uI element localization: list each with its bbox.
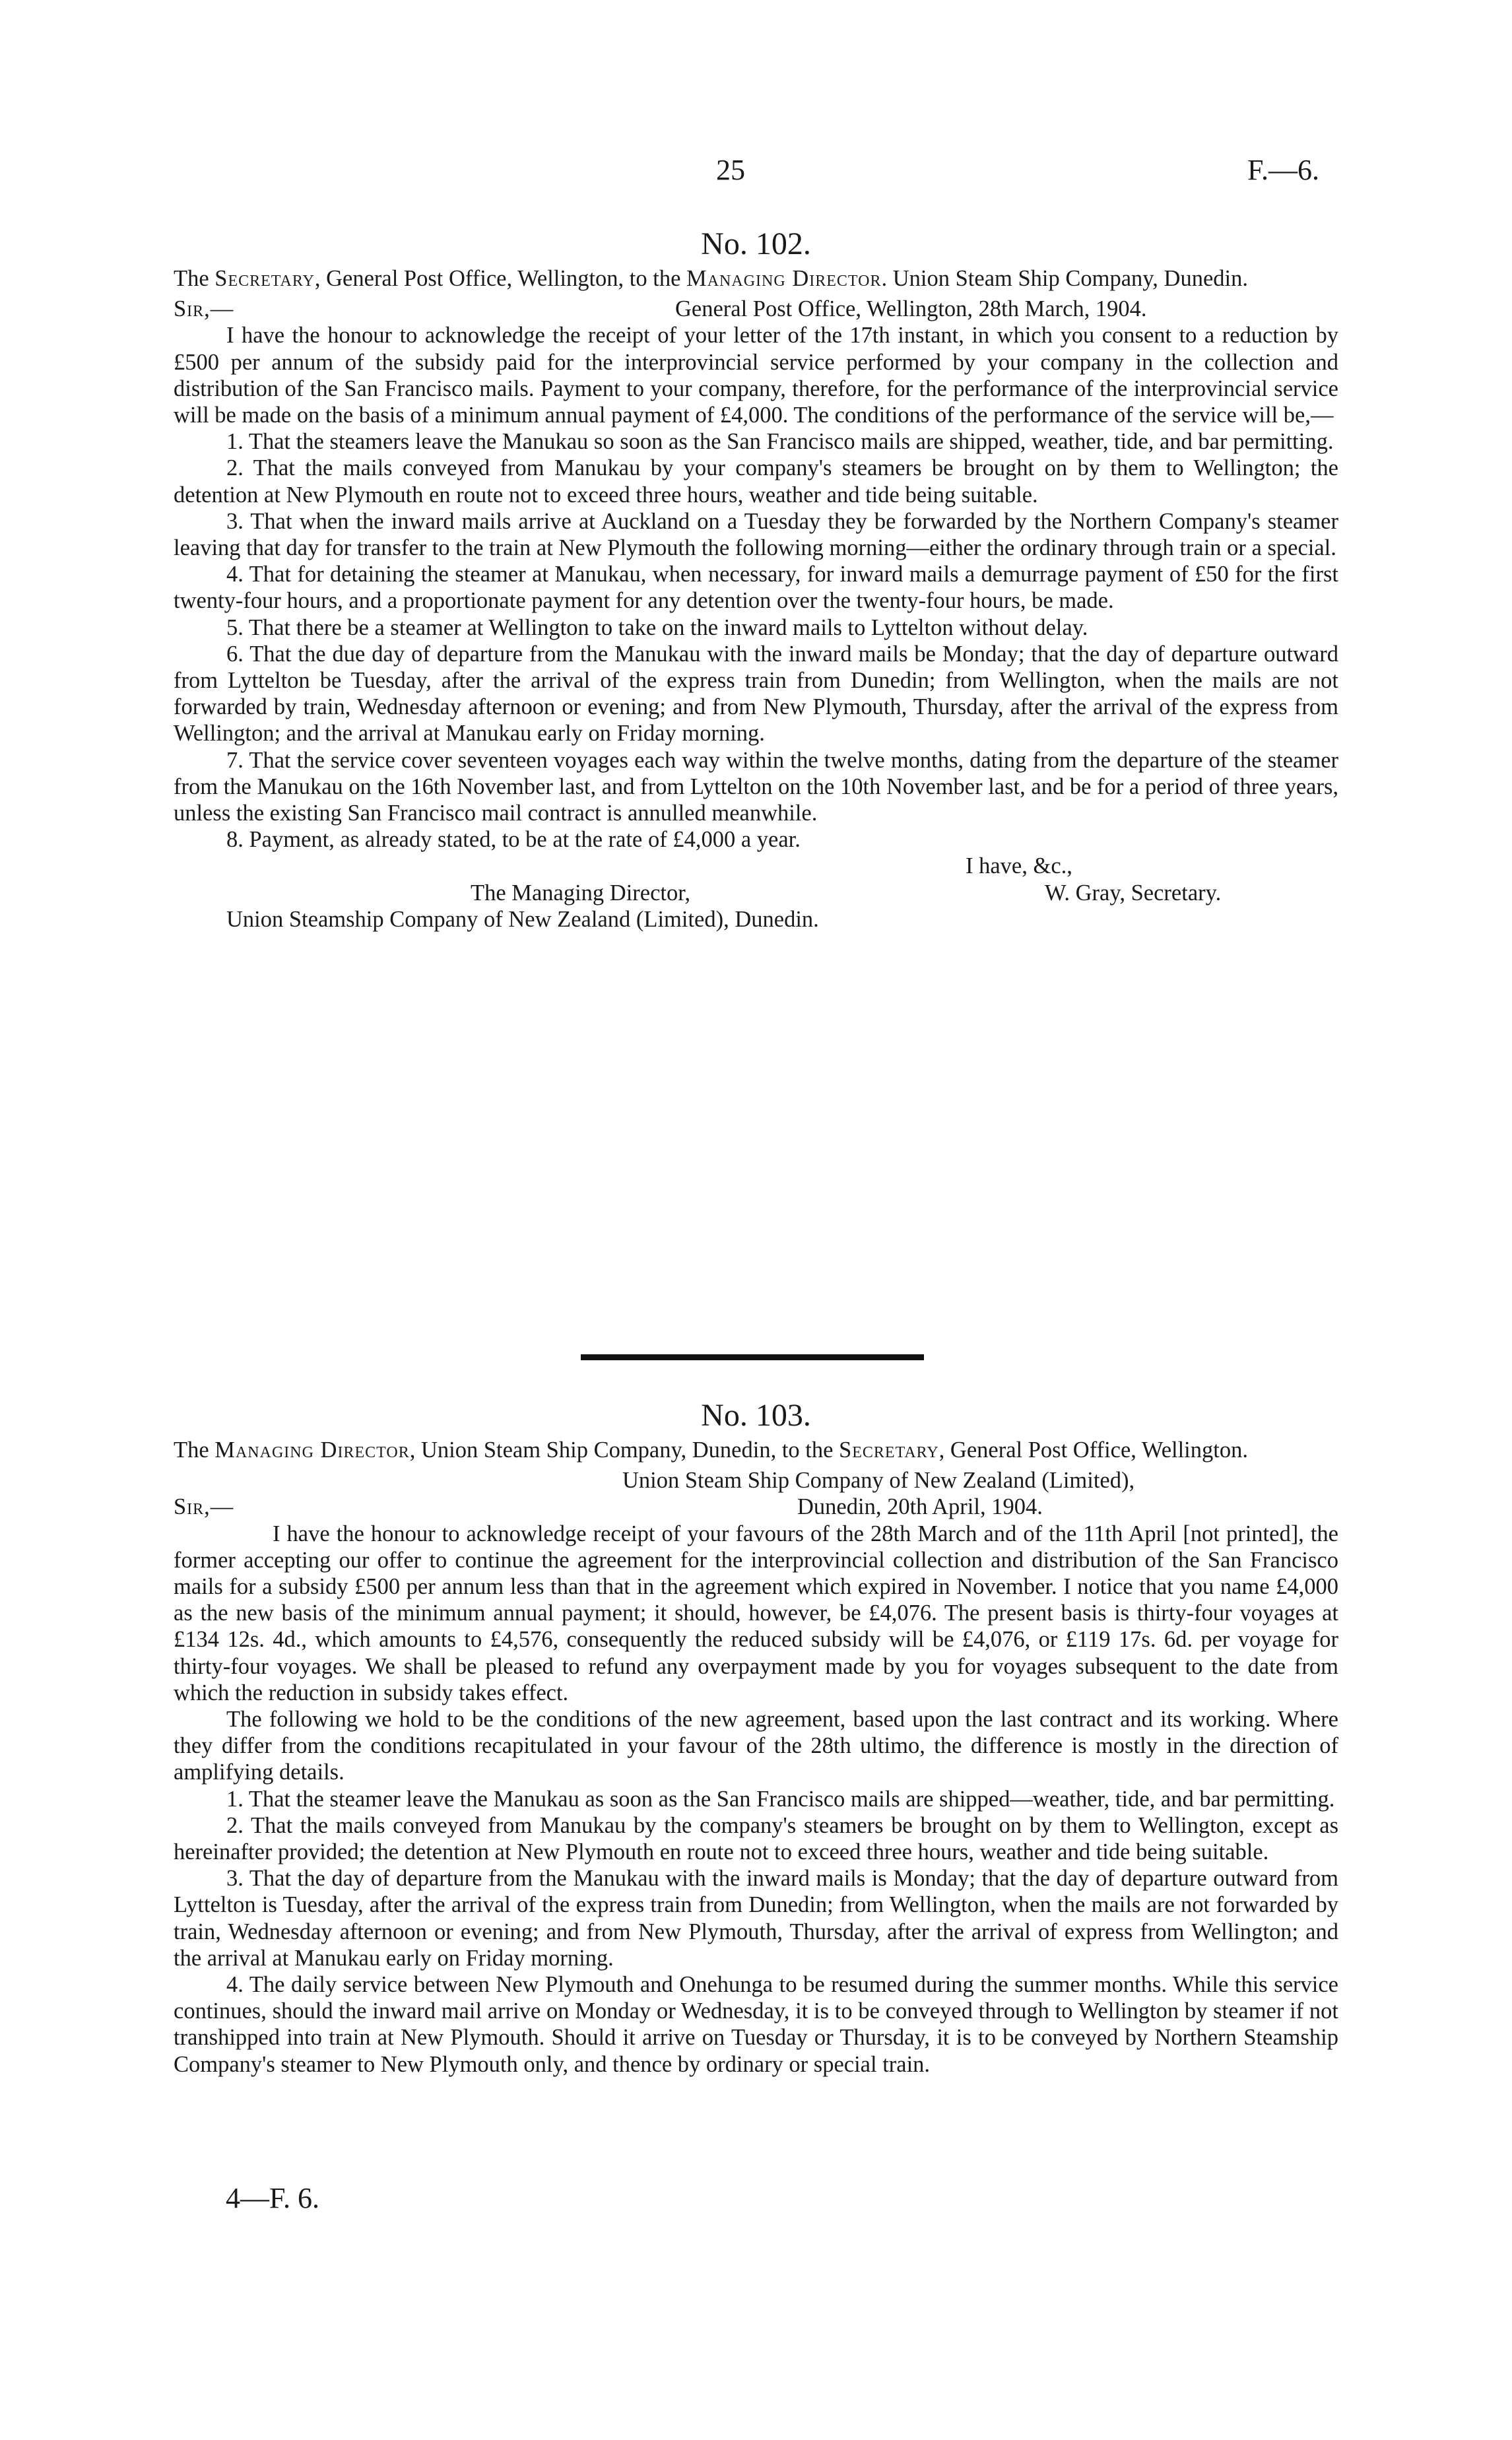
- condition-item: 2. That the mails conveyed from Manukau by the company's steamers be brought on by them to Wellington, except as hereinafter provided; the detention at New Plymouth en route not to exceed three hours, weather and tide being suitable.: [174, 1812, 1338, 1865]
- page-number: 25: [716, 154, 745, 186]
- condition-item: 4. The daily service between New Plymouth and Onehunga to be resumed during the summer months. While this service continues, should the inward mail arrive on Monday or Wednesday, it is to be conveyed through to Wellington by steamer if not transhipped into train at New Plymouth. Should it arrive on Tuesday or Thursday, it is to be conveyed by Northern Steamship Company's steamer to New Plymouth only, and thence by ordinary or special train.: [174, 1972, 1338, 2077]
- condition-item: 1. That the steamers leave the Manukau so soon as the San Francisco mails are shipped, weather, tide, and bar permitting.: [226, 429, 1334, 455]
- letter-103: [174, 1396, 1338, 2078]
- condition-item: 8. Payment, as already stated, to be at the rate of £4,000 a year.: [226, 827, 801, 853]
- signature: W. Gray, Secretary.: [1045, 880, 1222, 906]
- salutation: Sir,—: [174, 296, 234, 322]
- section-divider: [581, 1354, 924, 1360]
- salutation-line: [174, 1494, 1338, 1520]
- condition-item: 3. That the day of departure from the Manukau with the inward mails is Monday; that the day of departure outward from Lyttelton is Tuesday, after the arrival of the express train from Dunedin; from Wellington, when the mails are not forwarded by train, Wednesday afternoon or evening; and from New Plymouth, Thursday, after the arrival of express from Wellington; and the arrival at Manukau early on Friday morning.: [174, 1866, 1338, 1971]
- condition-item: 1. That the steamer leave the Manukau as soon as the San Francisco mails are shipped—weather, tide, and bar permitting.: [226, 1786, 1335, 1812]
- letter-paragraph: The following we hold to be the conditions of the new agreement, based upon the last contract and its working. Where they differ from the conditions recapitulated in your favour of the 28th ultimo, the difference is mostly in the direction of amplifying details.: [174, 1707, 1338, 1785]
- document-reference: F.—6.: [1247, 154, 1319, 186]
- letter-intro: I have the honour to acknowledge the receipt of your letter of the 17th instant, in which you consent to a reduction by £500 per annum of the subsidy paid for the interprovincial service performed by your company in the collection and distribution of the San Francisco mails. Payment to your company, therefore, for the performance of the interprovincial service will be made on the basis of a minimum annual payment of £4,000. The conditions of the performance of the service will be,—: [174, 323, 1338, 428]
- condition-item: 3. That when the inward mails arrive at Auckland on a Tuesday they be forwarded by the Northern Company's steamer leaving that day for transfer to the train at New Plymouth the following morning—either the ordinary through train or a special.: [174, 508, 1338, 561]
- salutation-line: [174, 296, 1338, 322]
- letter-intro: I have the honour to acknowledge receipt of your favours of the 28th March and of the 11th April [not printed], the former accepting our offer to continue the agreement for the interprovincial collection and distribution of the San Francisco mails for a subsidy £500 per annum less than that in the agreement which expired in November. I notice that you name £4,000 as the new basis of the minimum annual payment; it should, however, be £4,076. The present basis is thirty-four voyages at £134 12s. 4d., which amounts to £4,576, consequently the reduced subsidy will be £4,076, or £119 17s. 6d. per voyage for thirty-four voyages. We shall be pleased to refund any overpayment made by you for voyages subsequent to the date from which the reduction in subsidy takes effect.: [174, 1521, 1338, 1705]
- addressee-line2: Union Steamship Company of New Zealand (Limited), Dunedin.: [226, 906, 819, 932]
- addressee: The Managing Director,: [471, 880, 690, 906]
- closing: I have, &c.,: [966, 853, 1072, 879]
- condition-item: 4. That for detaining the steamer at Manukau, when necessary, for inward mails a demurrage payment of £50 for the first twenty-four hours, and a proportionate payment for any detention over the twenty-four hours, be made.: [174, 562, 1338, 614]
- condition-item: 6. That the due day of departure from the Manukau with the inward mails be Monday; that the day of departure outward from Lyttelton be Tuesday, after the arrival of the express train from Dunedin; from Wellington, when the mails are not forwarded by train, Wednesday afternoon or evening; and from New Plymouth, Thursday, after the arrival of the express from Wellington; and the arrival at Manukau early on Friday morning.: [174, 641, 1338, 746]
- letter-102: [174, 224, 1338, 933]
- letter-number: No. 102.: [701, 226, 811, 261]
- salutation: Sir,—: [174, 1494, 234, 1520]
- condition-item: 7. That the service cover seventeen voyages each way within the twelve months, dating from the departure of the steamer from the Manukau on the 16th November last, and from Lyttelton on the 10th November last, and be for a period of three years, unless the existing San Francisco mail contract is annulled meanwhile.: [174, 747, 1338, 826]
- letter-title: The Managing Director, Union Steam Ship Company, Dunedin, to the Secretary, General Post Office, Wellington.: [174, 1437, 1248, 1463]
- signature-row: [174, 880, 1338, 906]
- condition-item: 2. That the mails conveyed from Manukau by your company's steamers be brought on by them to Wellington; the detention at New Plymouth en route not to exceed three hours, weather and tide being suitable.: [174, 455, 1338, 508]
- letter-title: The Secretary, General Post Office, Wellington, to the Managing Director. Union Steam Ship Company, Dunedin.: [174, 266, 1248, 291]
- letter-number: No. 103.: [701, 1398, 811, 1433]
- condition-item: 5. That there be a steamer at Wellington to take on the inward mails to Lyttelton without delay.: [226, 614, 1088, 640]
- place-date: Dunedin, 20th April, 1904.: [797, 1494, 1043, 1520]
- place-date: General Post Office, Wellington, 28th March, 1904.: [675, 296, 1147, 322]
- place-line: Union Steam Ship Company of New Zealand (Limited),: [622, 1468, 1135, 1494]
- signature-mark: 4—F. 6.: [226, 2182, 319, 2214]
